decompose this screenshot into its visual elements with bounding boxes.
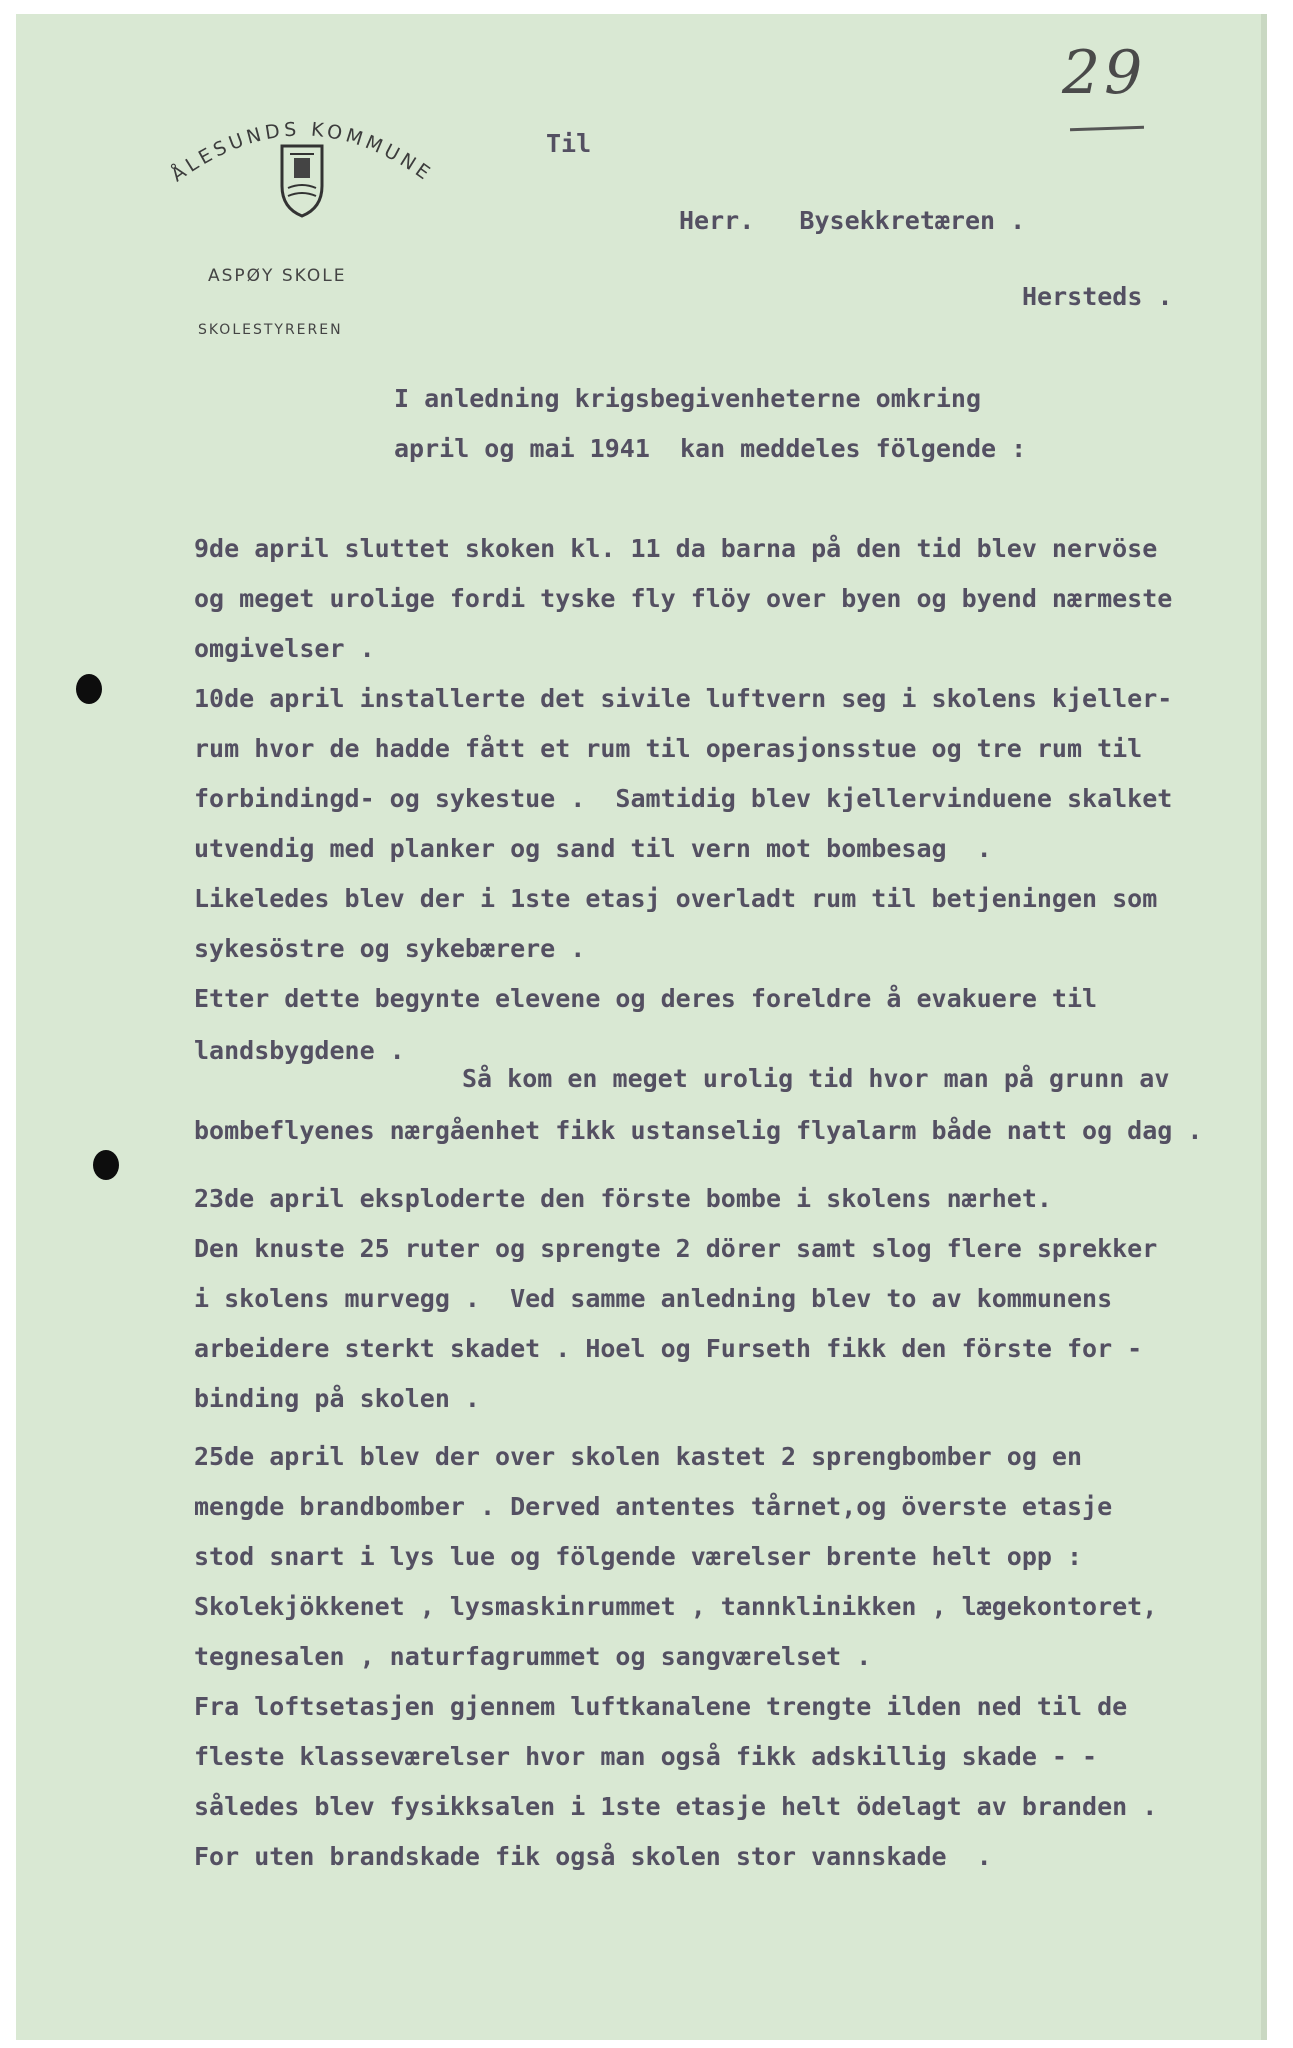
- body-line: i skolens murvegg . Ved samme anledning blev to av kommunens: [194, 1284, 1113, 1313]
- body-line: arbeidere sterkt skadet . Hoel og Furseth fikk den förste for -: [194, 1334, 1143, 1363]
- body-line: rum hvor de hadde fått et rum til operasjonsstue og tre rum til: [194, 734, 1143, 763]
- body-line: utvendig med planker og sand til vern mot bombesag .: [194, 834, 992, 863]
- document-page: [16, 14, 1267, 2040]
- page-number: 29: [1062, 38, 1147, 108]
- body-line: Likeledes blev der i 1ste etasj overladt rum til betjeningen som: [194, 884, 1158, 913]
- body-line: For uten brandskade fik også skolen stor vannskade .: [194, 1842, 992, 1871]
- body-line: 23de april eksploderte den förste bombe i skolens nærhet.: [194, 1184, 1052, 1213]
- body-line: Den knuste 25 ruter og sprengte 2 dörer samt slog flere sprekker: [194, 1234, 1158, 1263]
- body-line: stod snart i lys lue og fölgende værelser brente helt opp :: [194, 1542, 1083, 1571]
- body-line: fleste klasseværelser hvor man også fikk adskillig skade - -: [194, 1742, 1098, 1771]
- body-line: landsbygdene .: [194, 1036, 405, 1065]
- body-line: sykesöstre og sykebærere .: [194, 934, 586, 963]
- address-til: Til: [546, 129, 592, 158]
- department-name: SKOLESTYREREN: [198, 322, 343, 338]
- punch-hole: [76, 674, 102, 704]
- address-recipient: Herr. Bysekkretæren .: [679, 206, 1026, 235]
- school-name: ASPØY SKOLE: [208, 266, 347, 286]
- body-line: Etter dette begynte elevene og deres foreldre å evakuere til: [194, 984, 1098, 1013]
- body-line: mengde brandbomber . Derved antentes tårnet,og överste etasje: [194, 1492, 1113, 1521]
- body-line: binding på skolen .: [194, 1384, 480, 1413]
- coat-of-arms-icon: [282, 146, 322, 216]
- punch-hole: [93, 1150, 119, 1180]
- body-line: Skolekjökkenet , lysmaskinrummet , tannklinikken , lægekontoret,: [194, 1592, 1158, 1621]
- subject-line-1: I anledning krigsbegivenheterne omkring: [394, 384, 981, 413]
- seal-arc-text: ÅLESUNDS KOMMUNE: [167, 118, 437, 187]
- body-line: forbindingd- og sykestue . Samtidig blev kjellervinduene skalket: [194, 784, 1173, 813]
- body-line: 25de april blev der over skolen kastet 2 sprengbomber og en: [194, 1442, 1083, 1471]
- body-line: og meget urolige fordi tyske fly flöy over byen og byend nærmeste: [194, 584, 1173, 613]
- subject-line-2: april og mai 1941 kan meddeles fölgende :: [394, 434, 1027, 463]
- body-line: 9de april sluttet skoken kl. 11 da barna på den tid blev nervöse: [194, 534, 1158, 563]
- address-place: Hersteds .: [1022, 282, 1173, 311]
- page-number-underline: [1070, 126, 1144, 132]
- body-line: således blev fysikksalen i 1ste etasje helt ödelagt av branden .: [194, 1792, 1158, 1821]
- body-line: Så kom en meget urolig tid hvor man på grunn av: [462, 1064, 1170, 1093]
- body-line: 10de april installerte det sivile luftvern seg i skolens kjeller-: [194, 684, 1173, 713]
- body-line: omgivelser .: [194, 634, 375, 663]
- municipality-seal: [132, 98, 472, 238]
- body-line: tegnesalen , naturfagrummet og sangværelset .: [194, 1642, 872, 1671]
- body-line: bombeflyenes nærgåenhet fikk ustanselig flyalarm både natt og dag .: [194, 1116, 1203, 1145]
- body-line: Fra loftsetasjen gjennem luftkanalene trengte ilden ned til de: [194, 1692, 1128, 1721]
